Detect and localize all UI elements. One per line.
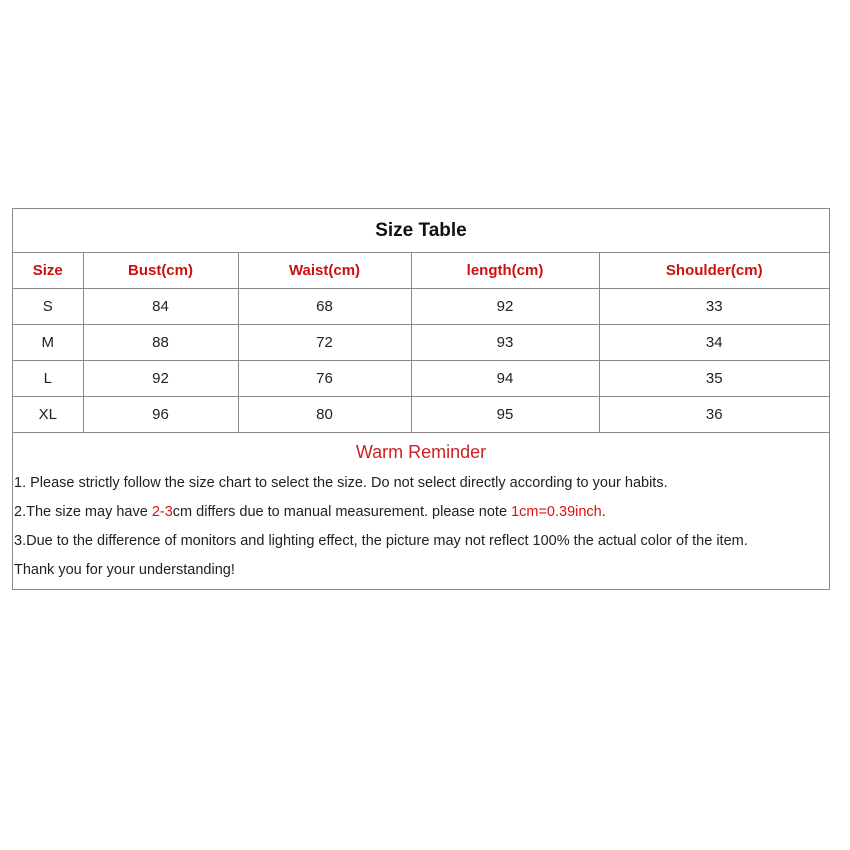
note-2-text-c: . bbox=[601, 504, 606, 520]
cell-waist: 68 bbox=[238, 289, 411, 325]
cell-shoulder: 33 bbox=[599, 289, 829, 325]
cell-waist: 76 bbox=[238, 361, 411, 397]
reminder-note-3: 3.Due to the difference of monitors and lighting effect, the picture may not reflect 100% the actual color of the item. bbox=[14, 533, 748, 549]
header-shoulder: Shoulder(cm) bbox=[599, 253, 829, 289]
warm-reminder bbox=[13, 433, 829, 589]
note-2-conversion: 1cm=0.39inch bbox=[511, 504, 602, 520]
reminder-note-1: 1. Please strictly follow the size chart to select the size. Do not select directly according to your habits. bbox=[14, 475, 668, 491]
cell-length: 93 bbox=[411, 325, 599, 361]
header-waist: Waist(cm) bbox=[238, 253, 411, 289]
size-chart bbox=[12, 208, 830, 590]
cell-shoulder: 36 bbox=[599, 397, 829, 433]
table-row bbox=[13, 397, 829, 433]
size-table bbox=[13, 253, 829, 433]
cell-length: 95 bbox=[411, 397, 599, 433]
cell-length: 94 bbox=[411, 361, 599, 397]
reminder-note-4: Thank you for your understanding! bbox=[14, 562, 235, 578]
cell-length: 92 bbox=[411, 289, 599, 325]
note-2-text-a: 2.The size may have bbox=[14, 504, 152, 520]
cell-size: S bbox=[13, 289, 83, 325]
cell-bust: 96 bbox=[83, 397, 238, 433]
cell-size: XL bbox=[13, 397, 83, 433]
cell-waist: 72 bbox=[238, 325, 411, 361]
note-2-text-b: cm differs due to manual measurement. please note bbox=[172, 504, 512, 520]
size-table-title: Size Table bbox=[13, 209, 829, 253]
header-row bbox=[13, 253, 829, 289]
table-row bbox=[13, 289, 829, 325]
cell-shoulder: 34 bbox=[599, 325, 829, 361]
cell-bust: 88 bbox=[83, 325, 238, 361]
header-bust: Bust(cm) bbox=[83, 253, 238, 289]
reminder-title: Warm Reminder bbox=[355, 442, 487, 462]
header-length: length(cm) bbox=[411, 253, 599, 289]
reminder-note-2 bbox=[13, 498, 829, 527]
cell-size: L bbox=[13, 361, 83, 397]
header-size: Size bbox=[13, 253, 83, 289]
cell-bust: 92 bbox=[83, 361, 238, 397]
table-row bbox=[13, 361, 829, 397]
cell-size: M bbox=[13, 325, 83, 361]
table-row bbox=[13, 325, 829, 361]
cell-shoulder: 35 bbox=[599, 361, 829, 397]
cell-bust: 84 bbox=[83, 289, 238, 325]
note-2-range: 2-3 bbox=[151, 504, 173, 520]
cell-waist: 80 bbox=[238, 397, 411, 433]
